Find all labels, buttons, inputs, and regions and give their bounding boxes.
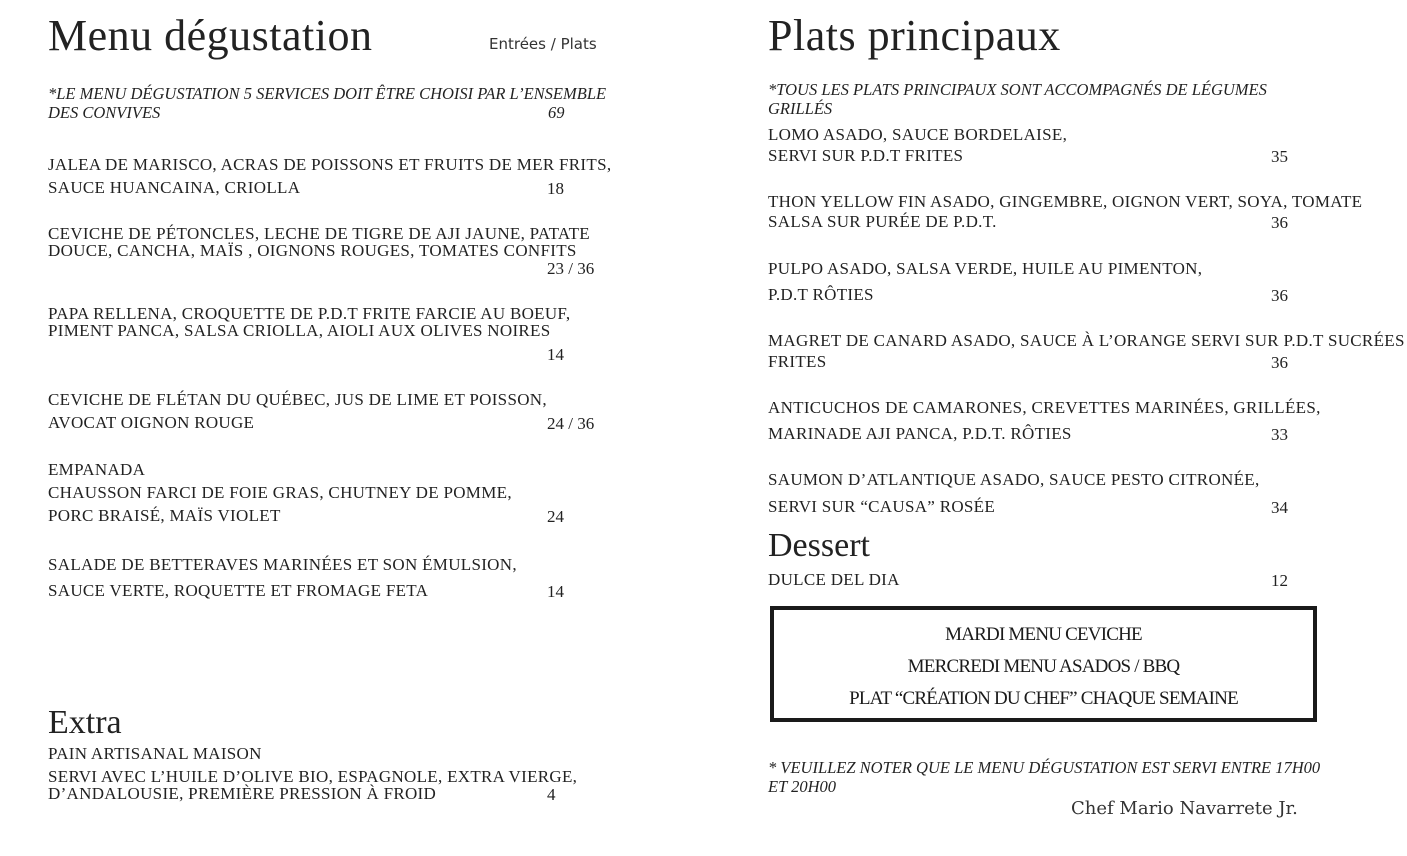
dessert-item-name: DULCE DEL DIA xyxy=(768,570,900,589)
main-item-line: LOMO ASADO, SAUCE BORDELAISE, xyxy=(768,125,1068,144)
tasting-note-line1: *LE MENU DÉGUSTATION 5 SERVICES DOIT ÊTRE CHOISI PAR L’ENSEMBLE xyxy=(48,84,607,103)
main-item-line: SAUMON D’ATLANTIQUE ASADO, SAUCE PESTO CITRONÉE, xyxy=(768,470,1260,489)
main-item-line: FRITES xyxy=(768,352,827,371)
starter-item-line: CHAUSSON FARCI DE FOIE GRAS, CHUTNEY DE POMME, xyxy=(48,483,512,502)
dessert-heading: Dessert xyxy=(768,527,870,564)
main-item-price: 36 xyxy=(1271,213,1288,232)
starter-item-line: PORC BRAISÉ, MAÏS VIOLET xyxy=(48,506,281,525)
weekly-specials-box xyxy=(770,606,1317,722)
mains-note-line2: GRILLÉS xyxy=(768,99,833,118)
main-item-price: 33 xyxy=(1271,425,1288,444)
tasting-hours-note-line1: * VEUILLEZ NOTER QUE LE MENU DÉGUSTATION EST SERVI ENTRE 17H00 xyxy=(768,758,1321,777)
chef-signature: Chef Mario Navarrete Jr. xyxy=(1071,798,1298,819)
starter-item-heading: EMPANADA xyxy=(48,460,146,479)
starter-item-line: PAPA RELLENA, CROQUETTE DE P.D.T FRITE FARCIE AU BOEUF, xyxy=(48,304,571,323)
main-item-line: PULPO ASADO, SALSA VERDE, HUILE AU PIMENTON, xyxy=(768,259,1203,278)
main-item-line: SERVI SUR “CAUSA” ROSÉE xyxy=(768,497,996,516)
starter-item-line: JALEA DE MARISCO, ACRAS DE POISSONS ET FRUITS DE MER FRITS, xyxy=(48,155,612,174)
starter-item-line: SAUCE VERTE, ROQUETTE ET FROMAGE FETA xyxy=(48,581,429,600)
extra-item-line: D’ANDALOUSIE, PREMIÈRE PRESSION À FROID xyxy=(48,784,437,803)
extra-heading: Extra xyxy=(48,704,122,741)
starter-item-price: 14 xyxy=(547,345,564,364)
tasting-menu-price: 69 xyxy=(548,103,565,122)
starter-item-line: DOUCE, CANCHA, MAÏS , OIGNONS ROUGES, TOMATES CONFITS xyxy=(48,241,577,260)
starter-item-price: 23 / 36 xyxy=(547,259,595,278)
main-item-price: 36 xyxy=(1271,286,1288,305)
extra-item-heading: PAIN ARTISANAL MAISON xyxy=(48,744,262,763)
main-item-line: SALSA SUR PURÉE DE P.D.T. xyxy=(768,212,997,231)
starter-item-price: 24 xyxy=(547,507,564,526)
dessert-item-price: 12 xyxy=(1271,571,1288,590)
starter-item-line: CEVICHE DE FLÉTAN DU QUÉBEC, JUS DE LIME ET POISSON, xyxy=(48,390,547,409)
starter-item-price: 24 / 36 xyxy=(547,414,595,433)
main-item-price: 36 xyxy=(1271,353,1288,372)
main-item-line: MAGRET DE CANARD ASADO, SAUCE À L’ORANGE SERVI SUR P.D.T SUCRÉES xyxy=(768,331,1405,350)
main-item-price: 35 xyxy=(1271,147,1288,166)
extra-item-line: SERVI AVEC L’HUILE D’OLIVE BIO, ESPAGNOLE, EXTRA VIERGE, xyxy=(48,767,578,786)
starter-item-line: CEVICHE DE PÉTONCLES, LECHE DE TIGRE DE AJI JAUNE, PATATE xyxy=(48,224,590,243)
starter-item-line: PIMENT PANCA, SALSA CRIOLLA, AIOLI AUX OLIVES NOIRES xyxy=(48,321,551,340)
main-item-price: 34 xyxy=(1271,498,1288,517)
section-subtitle: Entrées / Plats xyxy=(489,35,597,53)
page-title-main-courses: Plats principaux xyxy=(768,11,1061,60)
page-title-tasting-menu: Menu dégustation xyxy=(48,11,373,60)
starter-item-price: 18 xyxy=(547,179,564,198)
special-wednesday: MERCREDI MENU ASADOS / BBQ xyxy=(907,656,1180,677)
starter-item-price: 14 xyxy=(547,582,564,601)
tasting-hours-note-line2: ET 20H00 xyxy=(768,777,836,796)
starter-item-line: SALADE DE BETTERAVES MARINÉES ET SON ÉMULSION, xyxy=(48,555,517,574)
special-tuesday: MARDI MENU CEVICHE xyxy=(945,624,1142,645)
starter-item-line: AVOCAT OIGNON ROUGE xyxy=(48,413,255,432)
extra-item-price: 4 xyxy=(547,785,556,804)
starter-item-line: SAUCE HUANCAINA, CRIOLLA xyxy=(48,178,301,197)
main-item-line: P.D.T RÔTIES xyxy=(768,285,874,304)
tasting-note-line2: DES CONVIVES xyxy=(48,103,161,122)
main-item-line: ANTICUCHOS DE CAMARONES, CREVETTES MARINÉES, GRILLÉES, xyxy=(768,398,1321,417)
main-item-line: MARINADE AJI PANCA, P.D.T. RÔTIES xyxy=(768,424,1072,443)
main-item-line: SERVI SUR P.D.T FRITES xyxy=(768,146,964,165)
main-item-line: THON YELLOW FIN ASADO, GINGEMBRE, OIGNON VERT, SOYA, TOMATE xyxy=(768,192,1363,211)
special-chef-creation: PLAT “CRÉATION DU CHEF” CHAQUE SEMAINE xyxy=(849,688,1238,709)
mains-note-line1: *TOUS LES PLATS PRINCIPAUX SONT ACCOMPAGNÉS DE LÉGUMES xyxy=(768,80,1267,99)
